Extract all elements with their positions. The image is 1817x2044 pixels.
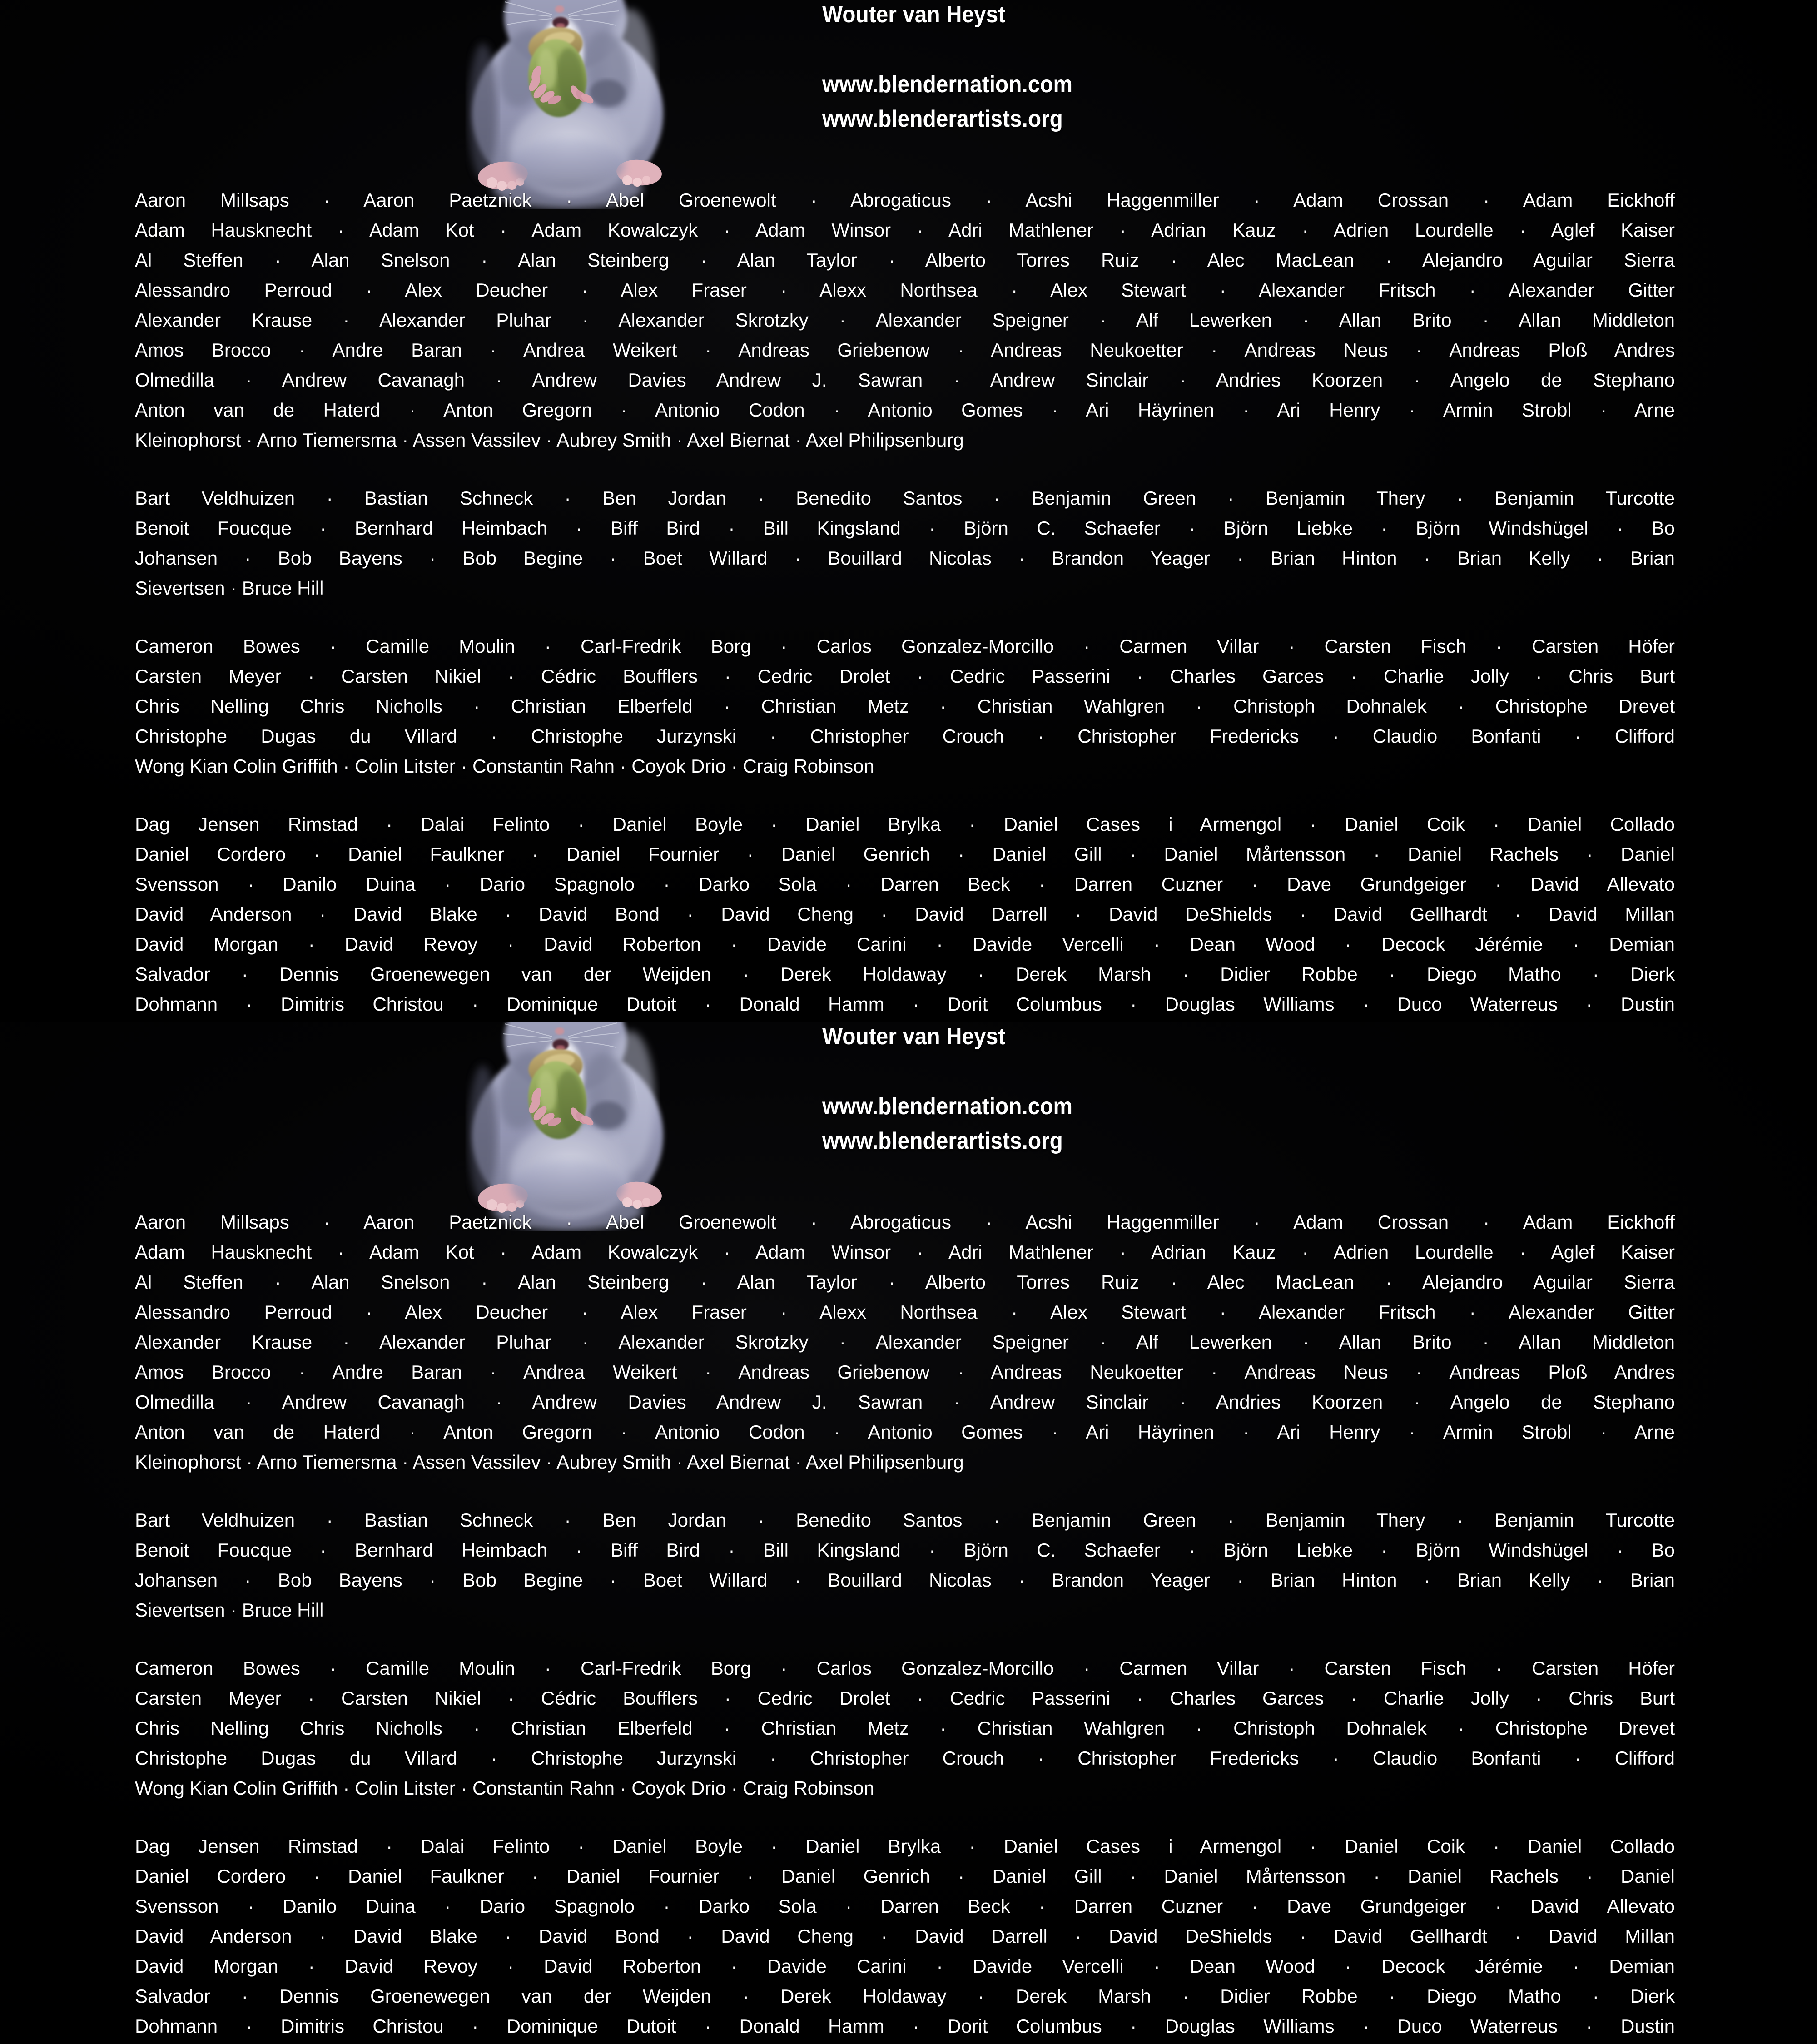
hamster-nose [555, 1027, 564, 1035]
fur-fringe [511, 138, 625, 191]
credits-line: Alexander Krause · Alexander Pluhar · Alexander Skrotzky · Alexander Speigner · Alf Lewerken · Allan Brito · Allan Middleton [135, 309, 1675, 331]
credits-line: Carsten Meyer · Carsten Nikiel · Cédric Boufflers · Cedric Drolet · Cedric Passerini · Charles Garces · Charlie Jolly · Chris Burt [135, 665, 1675, 687]
link-blendernation: www.blendernation.com [822, 71, 1073, 98]
credits-line: Daniel Cordero · Daniel Faulkner · Daniel Fournier · Daniel Genrich · Daniel Gill · Daniel Mårtensson · Daniel Rachels · Daniel [135, 1865, 1675, 1887]
credits-line: Al Steffen · Alan Snelson · Alan Steinberg · Alan Taylor · Alberto Torres Ruiz · Alec MacLean · Alejandro Aguilar Sierra [135, 1271, 1675, 1293]
credits-line: Kleinophorst · Arno Tiemersma · Assen Vassilev · Aubrey Smith · Axel Biernat · Axel Philipsenburg [135, 1451, 964, 1473]
credits-line: Alessandro Perroud · Alex Deucher · Alex Fraser · Alexx Northsea · Alex Stewart · Alexander Fritsch · Alexander Gitter [135, 279, 1675, 301]
credits-line: Olmedilla · Andrew Cavanagh · Andrew Davies Andrew J. Sawran · Andrew Sinclair · Andries Koorzen · Angelo de Stephano [135, 1391, 1675, 1413]
credits-line: Kleinophorst · Arno Tiemersma · Assen Vassilev · Aubrey Smith · Axel Biernat · Axel Philipsenburg [135, 429, 964, 451]
hamster-right-paw-shadow [589, 79, 626, 107]
credits-line: Anton van de Haterd · Anton Gregorn · Antonio Codon · Antonio Gomes · Ari Häyrinen · Ari Henry · Armin Strobl · Arne [135, 1421, 1675, 1443]
credits-line: Christophe Dugas du Villard · Christophe Jurzynski · Christopher Crouch · Christopher Fredericks · Claudio Bonfanti · Clifford [135, 725, 1675, 747]
credits-line: Svensson · Danilo Duina · Dario Spagnolo · Darko Sola · Darren Beck · Darren Cuzner · Dave Grundgeiger · David Allevato [135, 1895, 1675, 1917]
credits-names [135, 185, 1675, 1022]
credits-line: Adam Hausknecht · Adam Kot · Adam Kowalczyk · Adam Winsor · Adri Mathlener · Adrian Kauz · Adrien Lourdelle · Aglef Kaiser [135, 219, 1675, 241]
hamster-illustration [457, 0, 679, 209]
credits-line: Christophe Dugas du Villard · Christophe Jurzynski · Christopher Crouch · Christopher Fredericks · Claudio Bonfanti · Clifford [135, 1747, 1675, 1769]
credits-line: Alexander Krause · Alexander Pluhar · Alexander Skrotzky · Alexander Speigner · Alf Lewerken · Allan Brito · Allan Middleton [135, 1331, 1675, 1353]
credits-line: Aaron Millsaps · Aaron Paetznick · Abel Groenewolt · Abrogaticus · Acshi Haggenmiller · Adam Crossan · Adam Eickhoff [135, 1211, 1675, 1233]
hamster-mascot-image [457, 0, 679, 209]
credits-block [0, 1022, 1817, 2044]
credits-group-a [135, 185, 1675, 455]
credits-group-b [135, 483, 1675, 603]
credits-line: Wong Kian Colin Griffith · Colin Litster · Constantin Rahn · Coyok Drio · Craig Robinson [135, 755, 874, 777]
credits-line: Sievertsen · Bruce Hill [135, 1599, 324, 1621]
link-blenderartists: www.blenderartists.org [822, 106, 1063, 132]
fur-fringe [511, 1160, 625, 1213]
credits-group-c [135, 1653, 1675, 1803]
credits-group-d [135, 1831, 1675, 2041]
credits-line: Sievertsen · Bruce Hill [135, 577, 324, 599]
hamster-illustration [457, 1022, 679, 1231]
credits-line: Dag Jensen Rimstad · Dalai Felinto · Daniel Boyle · Daniel Brylka · Daniel Cases i Armengol · Daniel Coik · Daniel Collado [135, 814, 1675, 835]
credits-line: Alessandro Perroud · Alex Deucher · Alex Fraser · Alexx Northsea · Alex Stewart · Alexander Fritsch · Alexander Gitter [135, 1301, 1675, 1323]
credits-line: Amos Brocco · Andre Baran · Andrea Weikert · Andreas Griebenow · Andreas Neukoetter · Andreas Neus · Andreas Ploß Andres [135, 339, 1675, 361]
credits-line: Wong Kian Colin Griffith · Colin Litster · Constantin Rahn · Coyok Drio · Craig Robinson [135, 1777, 874, 1799]
credits-line: David Morgan · David Revoy · David Roberton · Davide Carini · Davide Vercelli · Dean Wood · Decock Jérémie · Demian [135, 933, 1675, 955]
credits-line: David Anderson · David Blake · David Bond · David Cheng · David Darrell · David DeShields · David Gellhardt · David Millan [135, 1925, 1675, 1947]
credits-line: Salvador · Dennis Groenewegen van der Weijden · Derek Holdaway · Derek Marsh · Didier Robbe · Diego Matho · Dierk [135, 963, 1675, 985]
credited-person-name: Wouter van Heyst [822, 1023, 1006, 1050]
credits-group-b [135, 1505, 1675, 1625]
credits-line: Cameron Bowes · Camille Moulin · Carl-Fredrik Borg · Carlos Gonzalez-Morcillo · Carmen Villar · Carsten Fisch · Carsten Höfer [135, 635, 1675, 657]
hamster-right-paw-shadow [589, 1101, 626, 1129]
credits-line: Salvador · Dennis Groenewegen van der Weijden · Derek Holdaway · Derek Marsh · Didier Robbe · Diego Matho · Dierk [135, 1985, 1675, 2007]
hamster-nose [555, 5, 564, 13]
link-blenderartists: www.blenderartists.org [822, 1128, 1063, 1154]
credits-line: David Morgan · David Revoy · David Roberton · Davide Carini · Davide Vercelli · Dean Wood · Decock Jérémie · Demian [135, 1955, 1675, 1977]
credits-line: Dohmann · Dimitris Christou · Dominique Dutoit · Donald Hamm · Dorit Columbus · Douglas Williams · Duco Waterreus · Dustin [135, 993, 1675, 1015]
credits-line: Anton van de Haterd · Anton Gregorn · Antonio Codon · Antonio Gomes · Ari Häyrinen · Ari Henry · Armin Strobl · Arne [135, 399, 1675, 421]
credits-line: Chris Nelling Chris Nicholls · Christian Elberfeld · Christian Metz · Christian Wahlgren · Christoph Dohnalek · Christophe Drevet [135, 1717, 1675, 1739]
credits-line: Johansen · Bob Bayens · Bob Begine · Boet Willard · Bouillard Nicolas · Brandon Yeager · Brian Hinton · Brian Kelly · Brian [135, 547, 1675, 569]
credits-group-c [135, 631, 1675, 781]
credits-line: Aaron Millsaps · Aaron Paetznick · Abel Groenewolt · Abrogaticus · Acshi Haggenmiller · Adam Crossan · Adam Eickhoff [135, 189, 1675, 211]
credits-line: Dag Jensen Rimstad · Dalai Felinto · Daniel Boyle · Daniel Brylka · Daniel Cases i Armengol · Daniel Coik · Daniel Collado [135, 1836, 1675, 1857]
credits-line: Svensson · Danilo Duina · Dario Spagnolo · Darko Sola · Darren Beck · Darren Cuzner · Dave Grundgeiger · David Allevato [135, 873, 1675, 895]
credits-line: Bart Veldhuizen · Bastian Schneck · Ben Jordan · Benedito Santos · Benjamin Green · Benjamin Thery · Benjamin Turcotte [135, 1509, 1675, 1531]
credits-line: Carsten Meyer · Carsten Nikiel · Cédric Boufflers · Cedric Drolet · Cedric Passerini · Charles Garces · Charlie Jolly · Chris Burt [135, 1687, 1675, 1709]
credits-line: Benoit Foucque · Bernhard Heimbach · Biff Bird · Bill Kingsland · Björn C. Schaefer · Björn Liebke · Björn Windshügel · Bo [135, 1539, 1675, 1561]
credits-line: Al Steffen · Alan Snelson · Alan Steinberg · Alan Taylor · Alberto Torres Ruiz · Alec MacLean · Alejandro Aguilar Sierra [135, 249, 1675, 271]
credits-line: Johansen · Bob Bayens · Bob Begine · Boet Willard · Bouillard Nicolas · Brandon Yeager · Brian Hinton · Brian Kelly · Brian [135, 1569, 1675, 1591]
credits-line: Bart Veldhuizen · Bastian Schneck · Ben Jordan · Benedito Santos · Benjamin Green · Benjamin Thery · Benjamin Turcotte [135, 487, 1675, 509]
credits-line: Chris Nelling Chris Nicholls · Christian Elberfeld · Christian Metz · Christian Wahlgren · Christoph Dohnalek · Christophe Drevet [135, 695, 1675, 717]
credits-line: Benoit Foucque · Bernhard Heimbach · Biff Bird · Bill Kingsland · Björn C. Schaefer · Björn Liebke · Björn Windshügel · Bo [135, 517, 1675, 539]
link-blendernation: www.blendernation.com [822, 1093, 1073, 1120]
credits-line: Amos Brocco · Andre Baran · Andrea Weikert · Andreas Griebenow · Andreas Neukoetter · Andreas Neus · Andreas Ploß Andres [135, 1361, 1675, 1383]
credits-line: Dohmann · Dimitris Christou · Dominique Dutoit · Donald Hamm · Dorit Columbus · Douglas Williams · Duco Waterreus · Dustin [135, 2015, 1675, 2037]
credits-group-a [135, 1207, 1675, 1477]
credits-line: Daniel Cordero · Daniel Faulkner · Daniel Fournier · Daniel Genrich · Daniel Gill · Daniel Mårtensson · Daniel Rachels · Daniel [135, 843, 1675, 865]
credited-person-name: Wouter van Heyst [822, 1, 1006, 28]
credits-names [135, 1207, 1675, 2044]
credits-line: Cameron Bowes · Camille Moulin · Carl-Fredrik Borg · Carlos Gonzalez-Morcillo · Carmen Villar · Carsten Fisch · Carsten Höfer [135, 1657, 1675, 1679]
credits-group-d [135, 809, 1675, 1019]
credits-line: David Anderson · David Blake · David Bond · David Cheng · David Darrell · David DeShields · David Gellhardt · David Millan [135, 903, 1675, 925]
hamster-mascot-image [457, 1022, 679, 1231]
credits-line: Olmedilla · Andrew Cavanagh · Andrew Davies Andrew J. Sawran · Andrew Sinclair · Andries Koorzen · Angelo de Stephano [135, 369, 1675, 391]
credits-line: Adam Hausknecht · Adam Kot · Adam Kowalczyk · Adam Winsor · Adri Mathlener · Adrian Kauz · Adrien Lourdelle · Aglef Kaiser [135, 1241, 1675, 1263]
fur-shadow [468, 1065, 497, 1201]
fur-shadow [468, 43, 497, 179]
